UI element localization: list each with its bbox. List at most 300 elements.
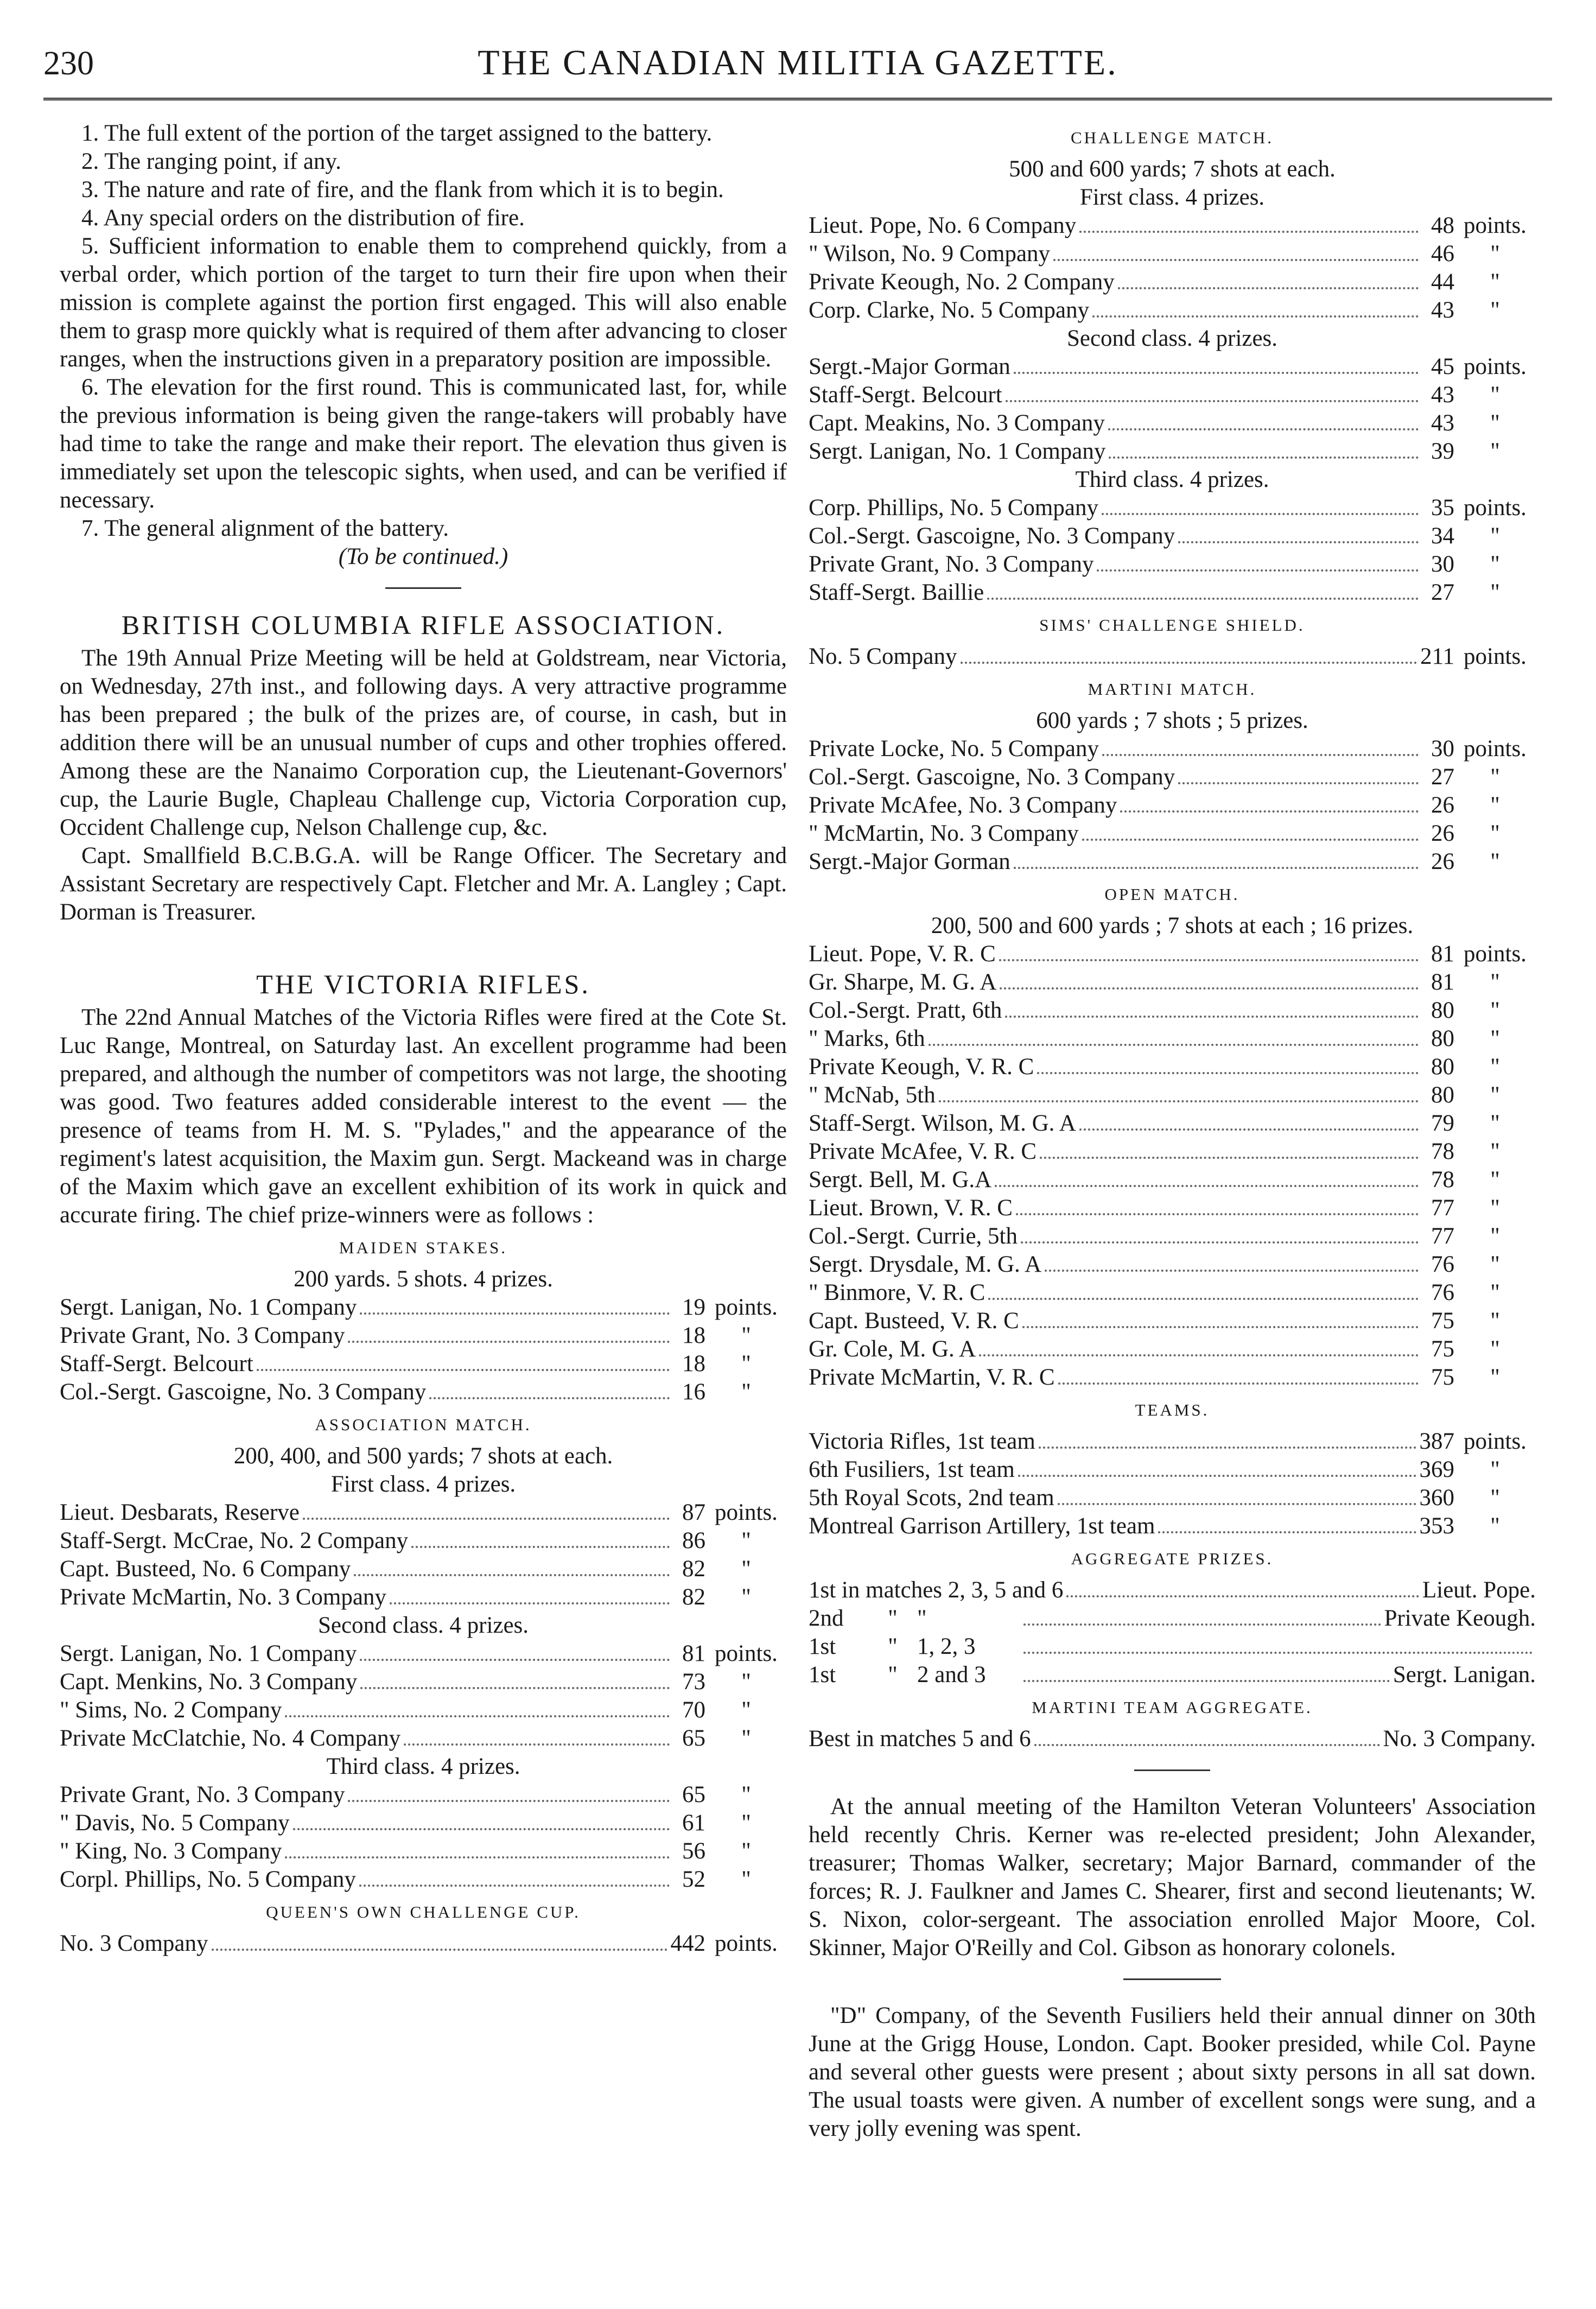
entry-name: Corp. Clarke, No. 5 Company bbox=[809, 297, 1090, 323]
entry-unit: " bbox=[1490, 1139, 1500, 1164]
entry-name: Private Grant, No. 3 Company bbox=[60, 1782, 345, 1807]
leader-dots bbox=[1066, 1595, 1419, 1597]
entry-name: Staff-Sergt. Belcourt bbox=[60, 1351, 253, 1376]
entry-unit: " bbox=[1490, 969, 1500, 995]
entry-name: Lieut. Pope, No. 6 Company bbox=[809, 213, 1077, 238]
score-row bbox=[809, 1081, 1536, 1109]
leader-dots bbox=[293, 1828, 670, 1830]
score-row bbox=[809, 1194, 1536, 1222]
paragraph: Capt. Smallfield B.C.B.G.A. will be Range Officer. The Secretary and Assistant Secretary are respectively Capt. Fletcher and Mr. A. Langley ; Capt. Dorman is Treasurer. bbox=[60, 843, 787, 925]
entry-score: 34 bbox=[1431, 523, 1454, 549]
leader-dots bbox=[1045, 1270, 1419, 1272]
match-subtitle: 500 and 600 yards; 7 shots at each. bbox=[1009, 156, 1336, 182]
leader-dots bbox=[1178, 541, 1419, 543]
leader-dots bbox=[999, 959, 1419, 961]
class-title: Second class. 4 prizes. bbox=[317, 1613, 529, 1638]
score-row bbox=[809, 1138, 1536, 1166]
entry-unit: " bbox=[1490, 297, 1500, 323]
entry-unit: " bbox=[1490, 998, 1500, 1023]
entry-unit: " bbox=[741, 1323, 751, 1348]
entry-unit: " bbox=[741, 1528, 751, 1553]
entry-unit: " bbox=[1490, 1485, 1500, 1511]
entry-name: Sergt. Bell, M. G.A bbox=[809, 1167, 992, 1192]
score-row bbox=[60, 1322, 787, 1350]
leader-dots bbox=[257, 1369, 670, 1371]
entry-score: 86 bbox=[682, 1528, 705, 1553]
leader-dots bbox=[1118, 287, 1419, 289]
entry-score: 46 bbox=[1431, 241, 1454, 267]
leader-dots bbox=[1040, 1157, 1419, 1159]
leader-dots bbox=[285, 1715, 670, 1717]
entry-unit: " bbox=[1490, 1195, 1500, 1221]
paragraph: At the annual meeting of the Hamilton Veteran Volunteers' Association held recently Chris. Kerner was re-elected president; John Alexander, treasurer; Thomas Walker, secretary; Major Barnard, commander of the forces; R. J. Faulkner and James C. Shearer, first and second lieutenants; W. S. Nixon, color-sergeant. The association enrolled Major Moore, Col. Skinner, Major O'Reilly and Col. Gibson as honorary colonels. bbox=[809, 1794, 1536, 1961]
score-row bbox=[809, 791, 1536, 820]
aggregate-place: 2nd bbox=[809, 1606, 844, 1631]
score-row bbox=[809, 1456, 1536, 1484]
entry-score: 35 bbox=[1431, 495, 1454, 521]
entry-score: 81 bbox=[682, 1641, 705, 1666]
entry-unit: " bbox=[1490, 764, 1500, 790]
leader-dots bbox=[1014, 372, 1419, 374]
score-row bbox=[60, 1350, 787, 1378]
class-title: First class. 4 prizes. bbox=[1079, 185, 1265, 210]
score-row bbox=[809, 1363, 1536, 1392]
entry-score: 78 bbox=[1431, 1167, 1454, 1192]
score-row bbox=[809, 1335, 1536, 1363]
entry-name: Private McClatchie, No. 4 Company bbox=[60, 1726, 401, 1751]
entry-unit: " bbox=[1490, 1280, 1500, 1305]
entry-name: Col.-Sergt. Pratt, 6th bbox=[809, 998, 1002, 1023]
list-item: 5. Sufficient information to enable them to comprehend quickly, from a verbal order, which portion of the target to turn their fire upon when their mission is complete against the portion first engaged. This will also enable them to grasp more quickly what is required of them after advancing to closer ranges, when the instructions given in a preparatory position are impossible. bbox=[60, 233, 787, 372]
score-row bbox=[809, 579, 1536, 607]
aggregate-winner: Lieut. Pope. bbox=[1422, 1577, 1536, 1603]
leader-dots bbox=[1034, 1744, 1380, 1746]
leader-dots bbox=[1053, 259, 1419, 261]
masthead-title: THE CANADIAN MILITIA GAZETTE. bbox=[478, 43, 1118, 83]
score-list bbox=[809, 494, 1536, 607]
entry-score: 65 bbox=[682, 1726, 705, 1751]
class-title: Third class. 4 prizes. bbox=[326, 1754, 520, 1779]
entry-unit: " bbox=[741, 1351, 751, 1376]
entry-unit: " bbox=[1490, 439, 1500, 464]
entry-name: Lieut. Brown, V. R. C bbox=[809, 1195, 1013, 1221]
score-row bbox=[809, 1279, 1536, 1307]
score-row bbox=[809, 763, 1536, 791]
leader-dots bbox=[390, 1602, 670, 1604]
class-title: Second class. 4 prizes. bbox=[1066, 326, 1278, 351]
aggregate-matches: 1, 2, 3 bbox=[917, 1634, 976, 1659]
score-row bbox=[809, 1251, 1536, 1279]
entry-unit: " bbox=[1490, 792, 1500, 818]
score-list bbox=[60, 1781, 787, 1894]
leader-dots bbox=[1097, 569, 1419, 572]
score-row bbox=[809, 820, 1536, 848]
leader-dots bbox=[1102, 754, 1419, 756]
match-title: ASSOCIATION MATCH. bbox=[315, 1415, 532, 1434]
score-row bbox=[809, 1166, 1536, 1194]
entry-score: 16 bbox=[682, 1379, 705, 1405]
entry-unit: " bbox=[1490, 1167, 1500, 1192]
entry-name: Montreal Garrison Artillery, 1st team bbox=[809, 1513, 1155, 1539]
score-row bbox=[809, 735, 1536, 763]
score-row bbox=[60, 1293, 787, 1322]
leader-dots bbox=[404, 1743, 670, 1746]
score-list bbox=[60, 1293, 787, 1406]
entry-score: 353 bbox=[1419, 1513, 1454, 1539]
entry-score: 81 bbox=[1431, 969, 1454, 995]
entry-score: 27 bbox=[1431, 764, 1454, 790]
leader-dots bbox=[1023, 1623, 1381, 1626]
entry-unit: points. bbox=[1464, 1429, 1527, 1454]
score-row bbox=[809, 212, 1536, 240]
leader-dots bbox=[1006, 400, 1419, 402]
entry-name: Private Keough, V. R. C bbox=[809, 1054, 1034, 1080]
score-list bbox=[809, 940, 1536, 1392]
match-subtitle: 200, 500 and 600 yards ; 7 shots at each ; 16 prizes. bbox=[931, 913, 1414, 938]
entry-score: 44 bbox=[1431, 269, 1454, 295]
entry-unit: " bbox=[741, 1584, 751, 1610]
entry-score: 360 bbox=[1419, 1485, 1454, 1511]
section-title: BRITISH COLUMBIA RIFLE ASSOCIATION. bbox=[121, 610, 726, 640]
entry-unit: " bbox=[1490, 1223, 1500, 1249]
entry-unit: " bbox=[1490, 1457, 1500, 1482]
leader-dots bbox=[360, 1659, 670, 1661]
score-list bbox=[809, 1428, 1536, 1540]
leader-dots bbox=[939, 1100, 1419, 1102]
score-list bbox=[60, 1499, 787, 1612]
leader-dots bbox=[1082, 839, 1419, 841]
entry-name: Corp. Phillips, No. 5 Company bbox=[809, 495, 1098, 521]
entry-score: 77 bbox=[1431, 1195, 1454, 1221]
leader-dots bbox=[1058, 1503, 1416, 1505]
entry-unit: " bbox=[1490, 1026, 1500, 1051]
aggregate-winner: Sergt. Lanigan. bbox=[1392, 1662, 1536, 1688]
entry-unit: " bbox=[1490, 821, 1500, 846]
right-column bbox=[809, 119, 1536, 2143]
entry-name: " King, No. 3 Company bbox=[60, 1838, 282, 1864]
aggregate-winner: Private Keough. bbox=[1384, 1606, 1536, 1631]
page-header bbox=[43, 33, 1552, 100]
score-list bbox=[60, 1930, 787, 1958]
entry-name: " McNab, 5th bbox=[809, 1082, 936, 1108]
entry-score: 81 bbox=[1431, 941, 1454, 967]
entry-name: Private McAfee, No. 3 Company bbox=[809, 792, 1117, 818]
leader-dots bbox=[1022, 1326, 1419, 1328]
score-row bbox=[809, 268, 1536, 296]
entry-score: 43 bbox=[1431, 382, 1454, 408]
class-title: First class. 4 prizes. bbox=[330, 1471, 516, 1497]
entry-unit: " bbox=[1490, 1082, 1500, 1108]
entry-score: 76 bbox=[1431, 1252, 1454, 1277]
aggregate-place: 1st bbox=[809, 1634, 836, 1659]
leader-dots bbox=[1018, 1475, 1416, 1477]
entry-name: " Sims, No. 2 Company bbox=[60, 1697, 282, 1723]
entry-unit: " bbox=[741, 1782, 751, 1807]
leader-dots bbox=[348, 1341, 670, 1343]
entry-score: 387 bbox=[1419, 1429, 1454, 1454]
entry-unit: " bbox=[1490, 269, 1500, 295]
aggregate-row bbox=[809, 1661, 1536, 1689]
entry-name: Sergt. Lanigan, No. 1 Company bbox=[60, 1641, 357, 1666]
entry-unit: points. bbox=[1464, 495, 1527, 521]
entry-unit: " bbox=[741, 1669, 751, 1695]
entry-unit: " bbox=[741, 1867, 751, 1892]
class-title: Third class. 4 prizes. bbox=[1075, 467, 1269, 492]
entry-unit: " bbox=[1490, 523, 1500, 549]
ditto-mark: " bbox=[888, 1662, 898, 1688]
entry-score: 26 bbox=[1431, 821, 1454, 846]
match-title: QUEEN'S OWN CHALLENGE CUP. bbox=[266, 1902, 581, 1921]
entry-unit: points. bbox=[715, 1295, 778, 1320]
entry-score: 442 bbox=[670, 1931, 705, 1956]
continued-note: (To be continued.) bbox=[338, 544, 508, 569]
entry-score: 80 bbox=[1431, 1082, 1454, 1108]
entry-unit: points. bbox=[715, 1641, 778, 1666]
leader-dots bbox=[929, 1044, 1419, 1046]
aggregate-row bbox=[809, 1576, 1536, 1604]
score-row bbox=[809, 494, 1536, 522]
score-row bbox=[809, 1109, 1536, 1138]
entry-name: Lieut. Pope, V. R. C bbox=[809, 941, 996, 967]
entry-unit: " bbox=[1490, 410, 1500, 436]
entry-score: 78 bbox=[1431, 1139, 1454, 1164]
leader-dots bbox=[1108, 428, 1419, 430]
aggregate-matches: 2 and 3 bbox=[917, 1662, 986, 1688]
entry-name: Lieut. Desbarats, Reserve bbox=[60, 1500, 300, 1525]
entry-unit: " bbox=[1490, 1336, 1500, 1362]
score-row bbox=[809, 940, 1536, 968]
entry-unit: " bbox=[1490, 382, 1500, 408]
leader-dots bbox=[1158, 1531, 1416, 1533]
entry-score: 87 bbox=[682, 1500, 705, 1525]
leader-dots bbox=[1079, 231, 1419, 233]
ditto-mark: " bbox=[888, 1634, 898, 1659]
entry-unit: " bbox=[741, 1379, 751, 1405]
score-row bbox=[60, 1640, 787, 1668]
aggregate-place: 1st bbox=[809, 1662, 836, 1688]
score-row bbox=[809, 1307, 1536, 1335]
entry-score: 80 bbox=[1431, 1054, 1454, 1080]
leader-dots bbox=[303, 1518, 670, 1520]
divider bbox=[1134, 1769, 1210, 1771]
leader-dots bbox=[1021, 1241, 1419, 1244]
entry-score: 48 bbox=[1431, 213, 1454, 238]
leader-dots bbox=[411, 1546, 670, 1548]
leader-dots bbox=[1109, 456, 1419, 459]
list-item: 6. The elevation for the first round. This is communicated last, for, while the previous information is being given the range-takers will probably have had time to take the range and make their report. The elevation thus given is immediately set upon the telescopic sights, when used, and can be verified if necessary. bbox=[60, 375, 787, 513]
entry-score: 80 bbox=[1431, 998, 1454, 1023]
score-row bbox=[809, 643, 1536, 671]
score-row bbox=[809, 968, 1536, 997]
entry-score: 45 bbox=[1431, 354, 1454, 379]
entry-score: 27 bbox=[1431, 580, 1454, 605]
paragraph: "D" Company, of the Seventh Fusiliers held their annual dinner on 30th June at the Grigg House, London. Capt. Booker presided, while Col. Payne and several other guests were present ; about sixty persons in all sat down. The usual toasts were given. A number of excellent songs were sung, and a very jolly evening was spent. bbox=[809, 2003, 1536, 2141]
leader-dots bbox=[360, 1312, 670, 1315]
entry-name: Private Grant, No. 3 Company bbox=[60, 1323, 345, 1348]
entry-score: 39 bbox=[1431, 439, 1454, 464]
entry-name: Staff-Sergt. Wilson, M. G. A bbox=[809, 1111, 1076, 1136]
score-row bbox=[809, 1512, 1536, 1540]
entry-score: 73 bbox=[682, 1669, 705, 1695]
match-title: MARTINI TEAM AGGREGATE. bbox=[1032, 1698, 1313, 1717]
list-item: 7. The general alignment of the battery. bbox=[81, 516, 449, 541]
leader-dots bbox=[1102, 513, 1419, 515]
score-list bbox=[809, 212, 1536, 325]
leader-dots bbox=[429, 1397, 670, 1399]
entry-score: 82 bbox=[682, 1556, 705, 1582]
entry-unit: points. bbox=[1464, 213, 1527, 238]
entry-name: Victoria Rifles, 1st team bbox=[809, 1429, 1035, 1454]
entry-unit: " bbox=[741, 1697, 751, 1723]
entry-name: Private Grant, No. 3 Company bbox=[809, 551, 1094, 577]
entry-score: 52 bbox=[682, 1867, 705, 1892]
leader-dots bbox=[360, 1687, 670, 1689]
score-row bbox=[809, 1222, 1536, 1251]
score-row bbox=[809, 353, 1536, 381]
match-title: TEAMS. bbox=[1135, 1400, 1210, 1419]
score-row bbox=[60, 1781, 787, 1809]
leader-dots bbox=[354, 1574, 670, 1576]
entry-name: Col.-Sergt. Gascoigne, No. 3 Company bbox=[809, 764, 1175, 790]
score-list bbox=[809, 735, 1536, 876]
score-row bbox=[60, 1696, 787, 1724]
entry-score: 30 bbox=[1431, 736, 1454, 762]
entry-unit: " bbox=[1490, 241, 1500, 267]
entry-name: 5th Royal Scots, 2nd team bbox=[809, 1485, 1054, 1511]
aggregate-row bbox=[809, 1604, 1536, 1633]
entry-name: Col.-Sergt. Currie, 5th bbox=[809, 1223, 1018, 1249]
score-row bbox=[809, 409, 1536, 437]
leader-dots bbox=[1092, 315, 1419, 318]
page-number: 230 bbox=[43, 45, 94, 82]
leader-dots bbox=[1120, 810, 1419, 813]
score-row bbox=[60, 1930, 787, 1958]
entry-score: 75 bbox=[1431, 1365, 1454, 1390]
score-row bbox=[809, 550, 1536, 579]
leader-dots bbox=[995, 1185, 1419, 1187]
entry-unit: points. bbox=[1464, 354, 1527, 379]
entry-score: 82 bbox=[682, 1584, 705, 1610]
entry-score: 26 bbox=[1431, 849, 1454, 874]
entry-name: Sergt.-Major Gorman bbox=[809, 849, 1010, 874]
entry-name: " Binmore, V. R. C bbox=[809, 1280, 985, 1305]
paragraph: The 19th Annual Prize Meeting will be held at Goldstream, near Victoria, on Wednesday, 27th inst., and following days. A very attractive programme has been prepared ; the bulk of the prizes are, of course, in cash, but in addition there will be an unusual number of cups and other trophies offered. Among these are the Nanaimo Corporation cup, the Lieutenant-Governors' cup, the Laurie Bugle, Chapleau Challenge cup, Victoria Corporation cup, Occident Challenge cup, Nelson Challenge cup, &c. bbox=[60, 645, 787, 840]
match-subtitle: 600 yards ; 7 shots ; 5 prizes. bbox=[1036, 708, 1308, 733]
leader-dots bbox=[1058, 1382, 1419, 1385]
score-row bbox=[60, 1866, 787, 1894]
entry-name: Staff-Sergt. Belcourt bbox=[809, 382, 1002, 408]
list-item: 2. The ranging point, if any. bbox=[81, 149, 341, 174]
entry-name: 6th Fusiliers, 1st team bbox=[809, 1457, 1015, 1482]
entry-name: Col.-Sergt. Gascoigne, No. 3 Company bbox=[60, 1379, 427, 1405]
entry-name: Sergt. Lanigan, No. 1 Company bbox=[60, 1295, 357, 1320]
entry-name: " McMartin, No. 3 Company bbox=[809, 821, 1079, 846]
entry-score: 19 bbox=[682, 1295, 705, 1320]
score-list bbox=[60, 1640, 787, 1753]
score-row bbox=[809, 997, 1536, 1025]
leader-dots bbox=[1000, 987, 1419, 989]
score-row bbox=[60, 1809, 787, 1837]
entry-score: 18 bbox=[682, 1323, 705, 1348]
entry-unit: " bbox=[741, 1556, 751, 1582]
score-row bbox=[60, 1555, 787, 1583]
entry-score: 43 bbox=[1431, 410, 1454, 436]
entry-score: 80 bbox=[1431, 1026, 1454, 1051]
match-title: SIMS' CHALLENGE SHIELD. bbox=[1039, 616, 1305, 635]
score-row bbox=[809, 1428, 1536, 1456]
score-row bbox=[60, 1378, 787, 1406]
entry-score: 43 bbox=[1431, 297, 1454, 323]
aggregate-list bbox=[809, 1576, 1536, 1689]
entry-name: Capt. Busteed, V. R. C bbox=[809, 1308, 1019, 1334]
entry-name: Best in matches 5 and 6 bbox=[809, 1726, 1031, 1752]
entry-unit: " bbox=[741, 1726, 751, 1751]
list-item: 1. The full extent of the portion of the target assigned to the battery. bbox=[81, 120, 713, 146]
entry-unit: " bbox=[1490, 1308, 1500, 1334]
left-column bbox=[60, 119, 787, 1958]
entry-score: 79 bbox=[1431, 1111, 1454, 1136]
entry-score: 75 bbox=[1431, 1308, 1454, 1334]
leader-dots bbox=[961, 662, 1417, 664]
entry-name: Sergt. Drysdale, M. G. A bbox=[809, 1252, 1042, 1277]
leader-dots bbox=[1014, 867, 1419, 869]
entry-name: " Marks, 6th bbox=[809, 1026, 925, 1051]
score-row bbox=[809, 437, 1536, 466]
entry-winner: No. 3 Company. bbox=[1383, 1726, 1536, 1752]
aggregate-matches: 1st in matches 2, 3, 5 and 6 bbox=[809, 1577, 1064, 1603]
entry-unit: points. bbox=[715, 1931, 778, 1956]
entry-name: " Davis, No. 5 Company bbox=[60, 1810, 290, 1836]
entry-name: Private McAfee, V. R. C bbox=[809, 1139, 1037, 1164]
entry-score: 18 bbox=[682, 1351, 705, 1376]
score-row bbox=[809, 381, 1536, 409]
list-item: 4. Any special orders on the distribution of fire. bbox=[81, 205, 525, 231]
entry-score: 65 bbox=[682, 1782, 705, 1807]
match-title: CHALLENGE MATCH. bbox=[1071, 128, 1274, 147]
leader-dots bbox=[1037, 1072, 1419, 1074]
entry-score: 70 bbox=[682, 1697, 705, 1723]
score-row bbox=[60, 1499, 787, 1527]
leader-dots bbox=[987, 598, 1419, 600]
divider bbox=[1123, 1978, 1221, 1980]
entry-name: " Wilson, No. 9 Company bbox=[809, 241, 1051, 267]
score-row bbox=[809, 522, 1536, 550]
leader-dots bbox=[285, 1856, 670, 1858]
paragraph: The 22nd Annual Matches of the Victoria Rifles were fired at the Cote St. Luc Range, Montreal, on Saturday last. An excellent programme had been prepared, and although the number of competitors was not large, the shooting was good. Two features added considerable interest to the event — the presence of teams from H. M. S. "Pylades," and the appearance of the regiment's latest acquisition, the Maxim gun. Sergt. Mackeand was in charge of the Maxim which gave an excellent exhibition of its work in quick and accurate firing. The chief prize-winners were as follows : bbox=[60, 1005, 787, 1228]
entry-score: 30 bbox=[1431, 551, 1454, 577]
entry-name: Private Keough, No. 2 Company bbox=[809, 269, 1115, 295]
match-subtitle: 200, 400, and 500 yards; 7 shots at each. bbox=[233, 1443, 613, 1469]
leader-dots bbox=[1005, 1016, 1419, 1018]
ditto-mark: " bbox=[888, 1606, 898, 1631]
score-row bbox=[60, 1724, 787, 1753]
entry-name: Capt. Menkins, No. 3 Company bbox=[60, 1669, 358, 1695]
list-item: 3. The nature and rate of fire, and the flank from which it is to begin. bbox=[81, 177, 724, 202]
score-list bbox=[809, 643, 1536, 671]
leader-dots bbox=[212, 1949, 667, 1951]
match-title: MAIDEN STAKES. bbox=[339, 1238, 508, 1257]
leader-dots bbox=[979, 1354, 1419, 1356]
entry-name: Col.-Sergt. Gascoigne, No. 3 Company bbox=[809, 523, 1175, 549]
section-title: THE VICTORIA RIFLES. bbox=[256, 969, 590, 999]
score-row bbox=[60, 1527, 787, 1555]
leader-dots bbox=[359, 1885, 670, 1887]
entry-name: Private McMartin, V. R. C bbox=[809, 1365, 1055, 1390]
ditto-mark: " bbox=[917, 1606, 927, 1631]
entry-score: 75 bbox=[1431, 1336, 1454, 1362]
score-row bbox=[809, 1484, 1536, 1512]
entry-score: 369 bbox=[1419, 1457, 1454, 1482]
